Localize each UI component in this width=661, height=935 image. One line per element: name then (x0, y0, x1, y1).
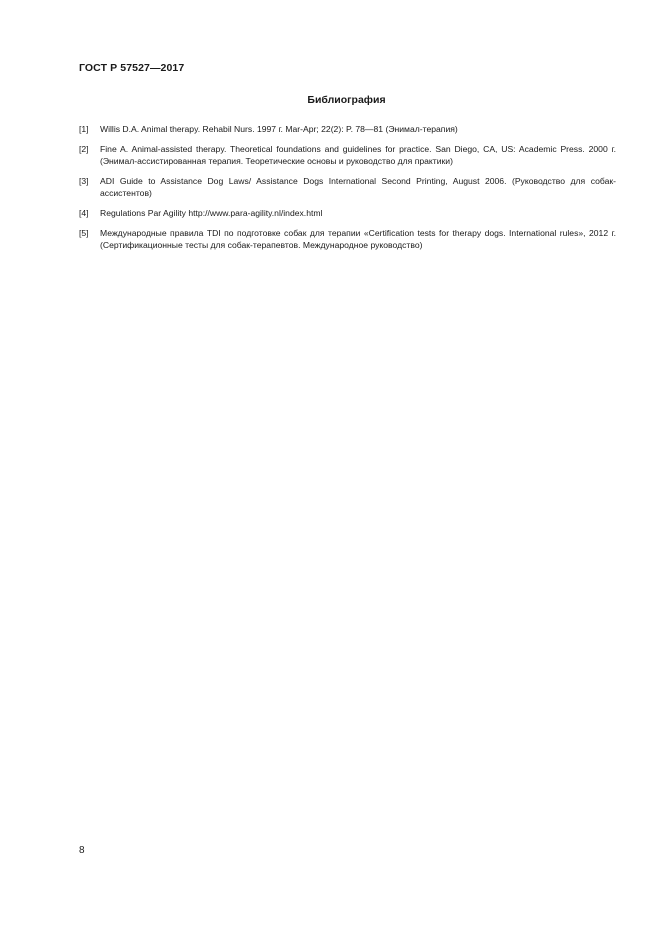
page-number: 8 (79, 845, 85, 856)
bibliography-entry-text: Fine A. Animal-assisted therapy. Theoretical foundations and guidelines for practice. San Diego, CA, US: Academic Press. 2000 г. (Энимал-ассистированная терапия. Теоретические основы и руководство для практики) (100, 144, 616, 166)
bibliography-entry-number: [4] (79, 208, 89, 218)
bibliography-entry-number: [1] (79, 124, 89, 134)
bibliography-entry (79, 227, 616, 251)
bibliography-entry-text: Regulations Par Agility http://www.para-agility.nl/index.html (100, 208, 323, 218)
bibliography-entry-number: [3] (79, 176, 89, 186)
bibliography-entry (79, 175, 616, 199)
document-standard-header: ГОСТ Р 57527—2017 (79, 62, 185, 74)
bibliography-entry-text: Международные правила TDI по подготовке собак для терапии «Certification tests for therapy dogs. International rules», 2012 г. (Сертификационные тесты для собак-терапевтов. Международное руководство) (100, 228, 616, 250)
bibliography-list (79, 123, 616, 259)
bibliography-entry (79, 123, 616, 135)
bibliography-entry-number: [5] (79, 228, 89, 238)
bibliography-entry-text: Willis D.A. Animal therapy. Rehabil Nurs. 1997 г. Mar-Apr; 22(2): P. 78—81 (Энимал-терапия) (100, 124, 458, 134)
bibliography-entry-text: ADI Guide to Assistance Dog Laws/ Assistance Dogs International Second Printing, August 2006. (Руководство для собак-ассистентов) (100, 176, 616, 198)
section-title: Библиография (307, 94, 386, 106)
bibliography-entry-number: [2] (79, 144, 89, 154)
bibliography-entry (79, 207, 616, 219)
bibliography-entry (79, 143, 616, 167)
